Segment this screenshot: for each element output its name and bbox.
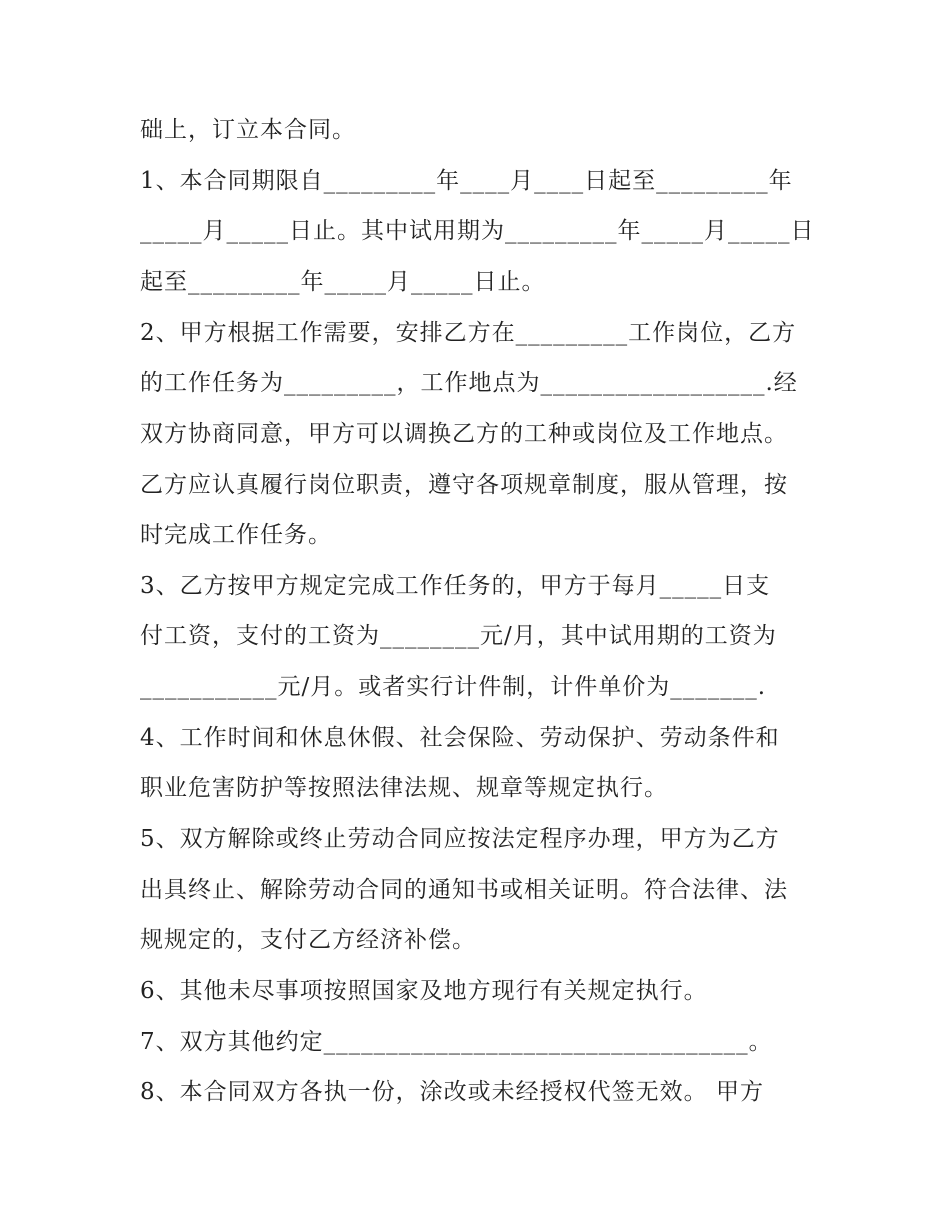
text-line: 础上，订立本合同。 — [140, 117, 356, 143]
text-line: 起至_________年_____月_____日止。 — [140, 269, 546, 295]
text-line: 2、甲方根据工作需要，安排乙方在_________工作岗位，乙方 — [140, 320, 797, 346]
text-line: 职业危害防护等按照法律法规、规章等规定执行。 — [140, 775, 668, 801]
text-line: 出具终止、解除劳动合同的通知书或相关证明。符合法律、法 — [140, 877, 788, 903]
text-line: 时完成工作任务。 — [140, 522, 332, 548]
text-line: 规规定的，支付乙方经济补偿。 — [140, 927, 476, 953]
text-line: 7、双方其他约定__________________________________。 — [140, 1029, 773, 1055]
text-line: 付工资，支付的工资为________元/月，其中试用期的工资为 — [140, 623, 777, 649]
text-line: 的工作任务为_________，工作地点为__________________.经 — [140, 370, 798, 396]
text-line: 5、双方解除或终止劳动合同应按法定程序办理，甲方为乙方 — [140, 826, 780, 852]
text-line: 8、本合同双方各执一份，涂改或未经授权代签无效。 甲方 — [140, 1079, 764, 1105]
text-line: 乙方应认真履行岗位职责，遵守各项规章制度，服从管理，按 — [140, 472, 788, 498]
text-line: 6、其他未尽事项按照国家及地方现行有关规定执行。 — [140, 978, 708, 1004]
text-line: 4、工作时间和休息休假、社会保险、劳动保护、劳动条件和 — [140, 725, 780, 751]
text-line: 双方协商同意，甲方可以调换乙方的工种或岗位及工作地点。 — [140, 421, 788, 447]
text-line: 1、本合同期限自_________年____月____日起至_________年 — [140, 168, 793, 194]
text-line: ___________元/月。或者实行计件制，计件单价为_______. — [140, 674, 767, 700]
text-line: 3、乙方按甲方规定完成工作任务的，甲方于每月_____日支 — [140, 573, 771, 599]
text-line: _____月_____日止。其中试用期为_________年_____月_____日 — [140, 218, 815, 244]
